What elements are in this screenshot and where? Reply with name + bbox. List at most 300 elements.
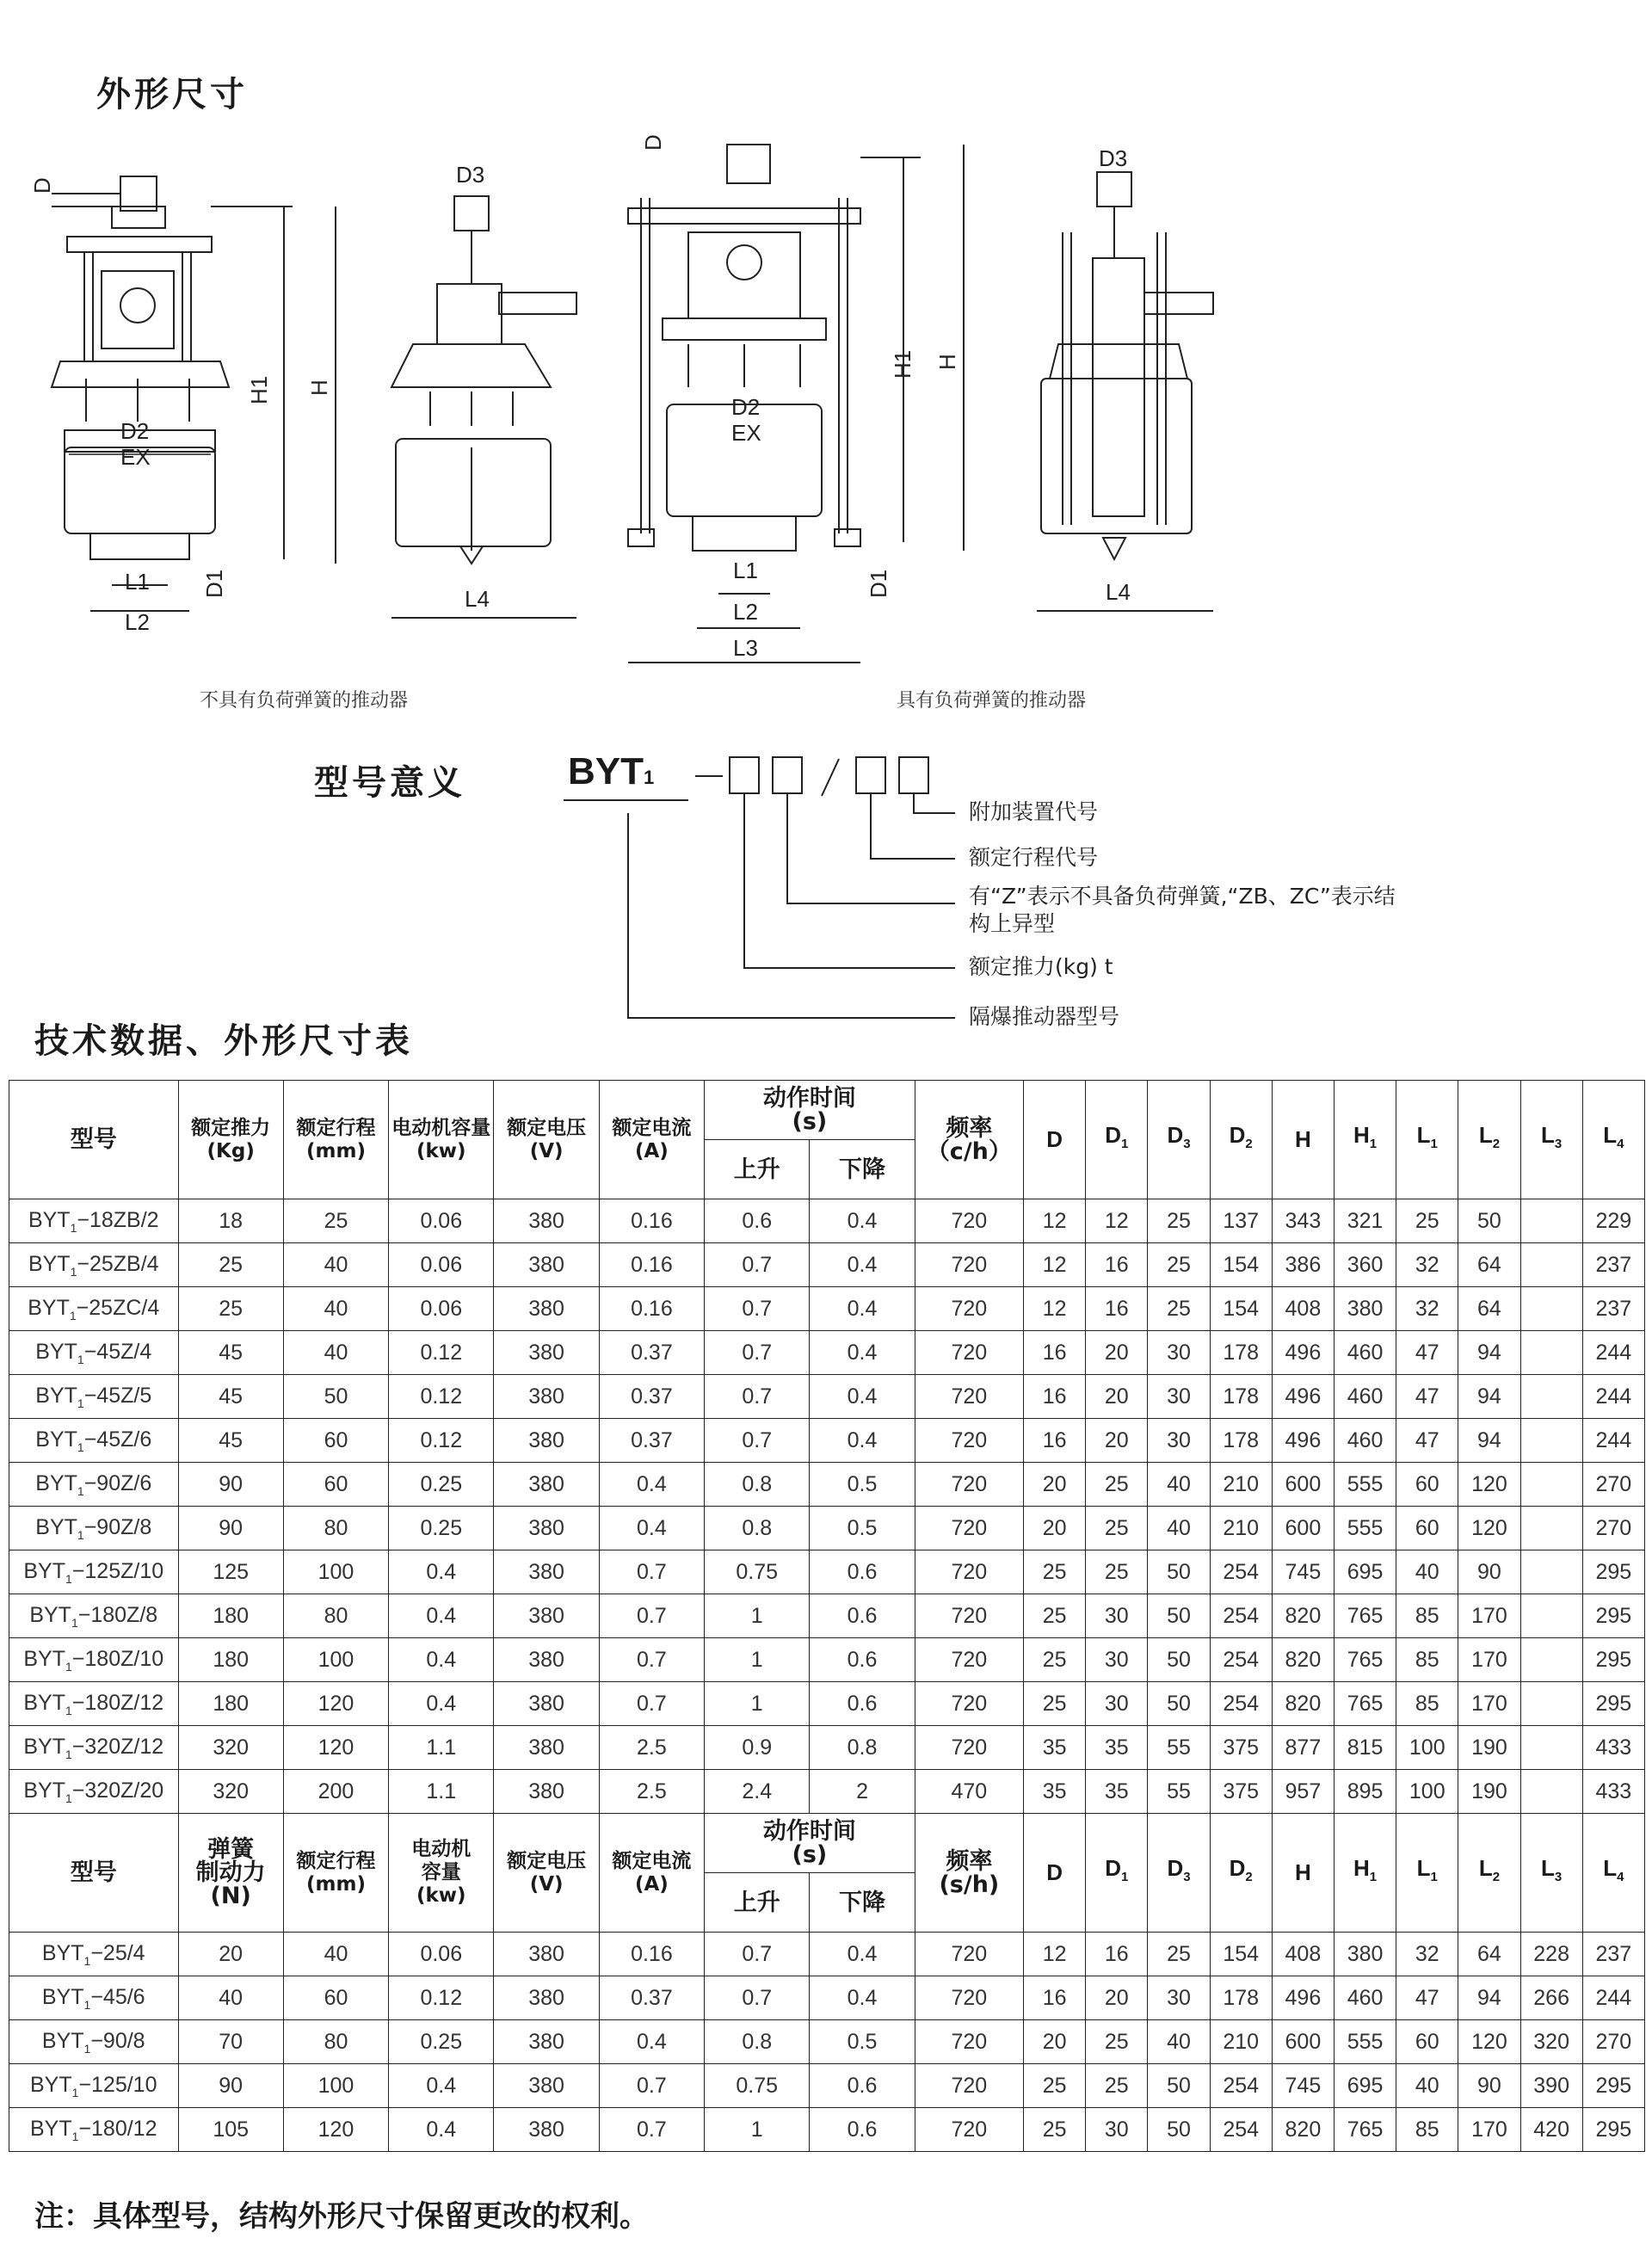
table-cell: 50 <box>283 1375 388 1419</box>
table-cell <box>1520 1375 1582 1419</box>
spec-table <box>9 1080 1645 2152</box>
table-cell <box>1520 1287 1582 1331</box>
table-cell: 16 <box>1024 1419 1086 1463</box>
table-cell: 270 <box>1582 1463 1644 1507</box>
table-cell: 720 <box>915 1726 1023 1770</box>
table-cell: 85 <box>1396 1594 1458 1638</box>
table-cell: 0.6 <box>810 2108 915 2152</box>
table-cell: 12 <box>1086 1199 1148 1243</box>
table-cell: 295 <box>1582 1682 1644 1726</box>
table-cell: 360 <box>1334 1243 1396 1287</box>
dim-label: D3 <box>1099 145 1128 171</box>
table-cell: 20 <box>1024 1507 1086 1550</box>
table-cell: 0.7 <box>705 1375 810 1419</box>
table-cell: 295 <box>1582 2108 1644 2152</box>
table-cell: 100 <box>283 1550 388 1594</box>
table-cell: 720 <box>915 2020 1023 2064</box>
table-cell: 380 <box>1334 1933 1396 1976</box>
table-cell: 380 <box>494 1638 599 1682</box>
table-cell: 555 <box>1334 2020 1396 2064</box>
table-row <box>9 1726 1645 1770</box>
table-cell: 0.06 <box>389 1243 494 1287</box>
table-cell: 0.4 <box>599 1463 704 1507</box>
col-dim: $D_1$ <box>1086 1814 1148 1933</box>
table-cell: 0.4 <box>810 1976 915 2020</box>
table-cell: 244 <box>1582 1976 1644 2020</box>
table-cell: 154 <box>1210 1243 1272 1287</box>
model-cell: $BYT_1-45Z/6$ <box>9 1419 179 1463</box>
table-cell: 25 <box>1024 1682 1086 1726</box>
col-model: 型号 <box>9 1081 179 1199</box>
table-cell: 720 <box>915 1463 1023 1507</box>
col-dim: $L_3$ <box>1520 1814 1582 1933</box>
table-cell: 460 <box>1334 1375 1396 1419</box>
col-stroke: 额定行程 (mm) <box>283 1081 388 1199</box>
table-cell: 2.5 <box>599 1726 704 1770</box>
table-cell: 25 <box>1024 2108 1086 2152</box>
table-cell: 0.12 <box>389 1419 494 1463</box>
col-voltage: 额定电压 (V) <box>494 1081 599 1199</box>
table-cell: 64 <box>1458 1933 1520 1976</box>
table-cell: 50 <box>1148 1682 1210 1726</box>
table-cell: 80 <box>283 2020 388 2064</box>
table-row <box>9 1933 1645 1976</box>
table-cell: 237 <box>1582 1933 1644 1976</box>
table-cell: 0.6 <box>810 1638 915 1682</box>
tech-table-title: 技术数据、外形尺寸表 <box>34 1021 413 1061</box>
model-cell: $BYT_1-25/4$ <box>9 1933 179 1976</box>
table-cell: 50 <box>1148 2064 1210 2108</box>
table-cell: 0.4 <box>599 1507 704 1550</box>
table-cell <box>1520 1682 1582 1726</box>
model-cell: $BYT_1-45/6$ <box>9 1976 179 2020</box>
col-current: 额定电流 (A) <box>599 1081 704 1199</box>
table-cell: 90 <box>178 1507 283 1550</box>
table-cell: 0.6 <box>810 1594 915 1638</box>
col-dim: $L_2$ <box>1458 1814 1520 1933</box>
col-dim: $D_1$ <box>1086 1081 1148 1199</box>
table-cell: 25 <box>1148 1243 1210 1287</box>
table-cell: 720 <box>915 1331 1023 1375</box>
table-cell: 380 <box>494 2108 599 2152</box>
col-thrust: 额定推力 (Kg) <box>178 1081 283 1199</box>
table-cell: 20 <box>178 1933 283 1976</box>
table-cell: 254 <box>1210 1594 1272 1638</box>
table-cell: 765 <box>1334 1682 1396 1726</box>
table-cell: 0.12 <box>389 1976 494 2020</box>
table-row <box>9 1419 1645 1463</box>
table-cell: 0.4 <box>389 2108 494 2152</box>
table-cell: 720 <box>915 1682 1023 1726</box>
table-cell: 120 <box>1458 1507 1520 1550</box>
table-cell: 40 <box>1396 2064 1458 2108</box>
table-cell: 254 <box>1210 2064 1272 2108</box>
col-motor: 电动机 容量 (kw) <box>389 1814 494 1933</box>
table-cell: 40 <box>1148 2020 1210 2064</box>
table-cell: 0.12 <box>389 1375 494 1419</box>
table-cell: 25 <box>1086 1507 1148 1550</box>
table-cell: 90 <box>1458 1550 1520 1594</box>
table-cell: 30 <box>1086 1594 1148 1638</box>
table-cell: 820 <box>1272 1638 1334 1682</box>
table-cell: 12 <box>1024 1287 1086 1331</box>
table-cell: 254 <box>1210 1682 1272 1726</box>
table-cell: 40 <box>283 1331 388 1375</box>
table-cell: 720 <box>915 1507 1023 1550</box>
table-cell: 0.6 <box>705 1199 810 1243</box>
table-cell: 0.7 <box>705 1933 810 1976</box>
table-cell: 0.16 <box>599 1243 704 1287</box>
col-dim: $D_3$ <box>1148 1814 1210 1933</box>
table-cell: 2 <box>810 1770 915 1814</box>
table-cell: 125 <box>178 1550 283 1594</box>
table-cell: 25 <box>1148 1199 1210 1243</box>
table-cell: 720 <box>915 2108 1023 2152</box>
table-cell: 0.8 <box>705 2020 810 2064</box>
table-cell: 0.16 <box>599 1287 704 1331</box>
table-cell: 433 <box>1582 1770 1644 1814</box>
col-dim: $L_4$ <box>1582 1081 1644 1199</box>
table-cell: 0.5 <box>810 1507 915 1550</box>
table-cell: 16 <box>1024 1331 1086 1375</box>
table-cell: 0.4 <box>389 1638 494 1682</box>
table-cell: 2.4 <box>705 1770 810 1814</box>
table-cell: 0.7 <box>599 1638 704 1682</box>
table-cell: 0.7 <box>599 1682 704 1726</box>
col-dim: $L_4$ <box>1582 1814 1644 1933</box>
table-cell: 0.37 <box>599 1375 704 1419</box>
table-cell: 85 <box>1396 1638 1458 1682</box>
model-cell: $BYT_1-25ZC/4$ <box>9 1287 179 1331</box>
legend-spring-code-cont: 构上异型 <box>969 911 1056 936</box>
table-cell: 320 <box>1520 2020 1582 2064</box>
table-cell: 80 <box>283 1507 388 1550</box>
table-cell: 720 <box>915 1375 1023 1419</box>
table-cell <box>1520 1770 1582 1814</box>
dim-label: L2 <box>125 609 150 635</box>
table-cell: 0.4 <box>810 1375 915 1419</box>
col-voltage: 额定电压 (V) <box>494 1814 599 1933</box>
table-cell <box>1520 1243 1582 1287</box>
table-cell <box>1520 1463 1582 1507</box>
col-dim: $L_3$ <box>1520 1081 1582 1199</box>
table-cell: 295 <box>1582 1594 1644 1638</box>
table-cell: 50 <box>1148 1550 1210 1594</box>
table-cell: 0.4 <box>389 1594 494 1638</box>
col-dim: H <box>1272 1814 1334 1933</box>
table-cell: 105 <box>178 2108 283 2152</box>
table-cell: 35 <box>1086 1770 1148 1814</box>
table-cell: 270 <box>1582 1507 1644 1550</box>
model-cell: $BYT_1-45Z/4$ <box>9 1331 179 1375</box>
table-cell: 32 <box>1396 1933 1458 1976</box>
table-cell: 20 <box>1086 1375 1148 1419</box>
table-row <box>9 1770 1645 1814</box>
table-cell: 16 <box>1024 1976 1086 2020</box>
table-cell: 40 <box>178 1976 283 2020</box>
table-cell <box>1520 1550 1582 1594</box>
col-fall: 下降 <box>810 1140 915 1199</box>
table-cell: 408 <box>1272 1933 1334 1976</box>
col-rise: 上升 <box>705 1873 810 1933</box>
dim-label: EX <box>731 420 761 446</box>
table-cell: 178 <box>1210 1375 1272 1419</box>
table-cell: 295 <box>1582 2064 1644 2108</box>
table-cell: 16 <box>1086 1933 1148 1976</box>
table-cell: 25 <box>1148 1933 1210 1976</box>
table-cell: 50 <box>1148 1638 1210 1682</box>
table-cell: 820 <box>1272 1594 1334 1638</box>
col-dim: $L_1$ <box>1396 1081 1458 1199</box>
dim-label: D <box>640 134 666 151</box>
table-cell: 120 <box>283 1726 388 1770</box>
table-cell: 320 <box>178 1726 283 1770</box>
model-cell: $BYT_1-90/8$ <box>9 2020 179 2064</box>
dim-label: D1 <box>201 569 227 598</box>
table-cell: 270 <box>1582 2020 1644 2064</box>
dim-label: H <box>306 379 332 396</box>
table-cell <box>1520 1199 1582 1243</box>
table-cell: 380 <box>494 1199 599 1243</box>
table-cell: 0.7 <box>705 1287 810 1331</box>
table-cell: 380 <box>494 1331 599 1375</box>
table-cell: 25 <box>178 1287 283 1331</box>
table-cell: 380 <box>494 1507 599 1550</box>
table-header-row <box>9 1814 1645 1873</box>
table-cell: 0.06 <box>389 1933 494 1976</box>
model-cell: $BYT_1-18ZB/2$ <box>9 1199 179 1243</box>
table-cell: 380 <box>494 1976 599 2020</box>
col-dim: $D_3$ <box>1148 1081 1210 1199</box>
table-cell: 0.37 <box>599 1976 704 2020</box>
table-row <box>9 1375 1645 1419</box>
footnote: 注：具体型号，结构外形尺寸保留更改的权利。 <box>34 2199 649 2234</box>
dim-label: D2 <box>120 418 150 444</box>
table-cell: 60 <box>283 1419 388 1463</box>
table-cell: 32 <box>1396 1243 1458 1287</box>
table-cell: 30 <box>1148 1375 1210 1419</box>
table-cell: 380 <box>494 1770 599 1814</box>
table-cell: 375 <box>1210 1726 1272 1770</box>
table-cell: 25 <box>1086 1550 1148 1594</box>
col-dim: $D_2$ <box>1210 1814 1272 1933</box>
model-cell: $BYT_1-180Z/12$ <box>9 1682 179 1726</box>
col-dim: $D_2$ <box>1210 1081 1272 1199</box>
model-cell: $BYT_1-180Z/8$ <box>9 1594 179 1638</box>
table-cell: 380 <box>494 1287 599 1331</box>
table-cell: 170 <box>1458 1594 1520 1638</box>
table-cell: 745 <box>1272 2064 1334 2108</box>
table-cell: 0.7 <box>599 1550 704 1594</box>
table-cell: 32 <box>1396 1287 1458 1331</box>
table-cell: 720 <box>915 1638 1023 1682</box>
table-cell: 25 <box>178 1243 283 1287</box>
table-cell: 1 <box>705 1682 810 1726</box>
table-cell: 50 <box>1148 2108 1210 2152</box>
dim-label: H1 <box>890 349 915 379</box>
table-cell: 25 <box>1024 1550 1086 1594</box>
table-cell: 25 <box>1024 2064 1086 2108</box>
dim-label: L4 <box>1106 579 1131 605</box>
table-cell: 0.4 <box>389 1682 494 1726</box>
table-cell: 380 <box>494 1933 599 1976</box>
table-body-no-spring <box>9 1199 1645 1814</box>
table-cell: 0.06 <box>389 1287 494 1331</box>
legend-spring-code: 有“Z”表示不具备负荷弹簧,“ZB、ZC”表示结 <box>969 884 1396 909</box>
table-cell: 12 <box>1024 1199 1086 1243</box>
caption-with-spring: 具有负荷弹簧的推动器 <box>897 690 1087 712</box>
table-cell: 16 <box>1086 1287 1148 1331</box>
col-dim: D <box>1024 1814 1086 1933</box>
table-cell: 210 <box>1210 2020 1272 2064</box>
table-cell: 600 <box>1272 1507 1334 1550</box>
table-cell: 120 <box>283 1682 388 1726</box>
table-cell: 0.4 <box>810 1199 915 1243</box>
table-cell: 47 <box>1396 1419 1458 1463</box>
table-cell: 30 <box>1148 1331 1210 1375</box>
dim-label: L1 <box>125 569 150 595</box>
dim-label: D1 <box>866 569 891 598</box>
table-cell: 254 <box>1210 2108 1272 2152</box>
table-cell: 0.7 <box>705 1976 810 2020</box>
table-cell: 555 <box>1334 1463 1396 1507</box>
table-cell: 380 <box>494 1419 599 1463</box>
table-cell: 1 <box>705 1638 810 1682</box>
table-row <box>9 2064 1645 2108</box>
table-cell: 20 <box>1024 2020 1086 2064</box>
table-header-row <box>9 1081 1645 1140</box>
table-cell: 0.37 <box>599 1419 704 1463</box>
table-cell: 40 <box>283 1243 388 1287</box>
table-cell: 0.7 <box>599 2064 704 2108</box>
table-cell: 815 <box>1334 1726 1396 1770</box>
table-cell: 47 <box>1396 1976 1458 2020</box>
table-cell: 45 <box>178 1419 283 1463</box>
col-model: 型号 <box>9 1814 179 1933</box>
table-cell: 178 <box>1210 1976 1272 2020</box>
col-current: 额定电流 (A) <box>599 1814 704 1933</box>
table-cell: 12 <box>1024 1933 1086 1976</box>
table-cell: 237 <box>1582 1287 1644 1331</box>
table-cell: 40 <box>1148 1463 1210 1507</box>
table-cell: 320 <box>178 1770 283 1814</box>
table-cell: 228 <box>1520 1933 1582 1976</box>
table-cell: 460 <box>1334 1419 1396 1463</box>
table-cell: 0.8 <box>810 1726 915 1770</box>
table-cell: 0.4 <box>599 2020 704 2064</box>
table-cell: 380 <box>494 2064 599 2108</box>
col-action-time: 动作时间 (s) <box>705 1814 915 1873</box>
table-cell: 12 <box>1024 1243 1086 1287</box>
table-cell: 496 <box>1272 1375 1334 1419</box>
table-cell: 25 <box>1086 2064 1148 2108</box>
table-cell: 120 <box>1458 2020 1520 2064</box>
model-cell: $BYT_1-45Z/5$ <box>9 1375 179 1419</box>
model-cell: $BYT_1-90Z/8$ <box>9 1507 179 1550</box>
table-cell: 266 <box>1520 1976 1582 2020</box>
table-cell: 85 <box>1396 1682 1458 1726</box>
table-cell: 120 <box>283 2108 388 2152</box>
table-cell: 20 <box>1024 1463 1086 1507</box>
table-cell: 45 <box>178 1375 283 1419</box>
table-cell: 35 <box>1024 1770 1086 1814</box>
table-cell: 25 <box>1024 1638 1086 1682</box>
model-code-prefix: BYT <box>568 750 644 792</box>
table-cell: 720 <box>915 1243 1023 1287</box>
table-cell: 154 <box>1210 1933 1272 1976</box>
table-row <box>9 1976 1645 2020</box>
model-cell: $BYT_1-180Z/10$ <box>9 1638 179 1682</box>
table-cell: 40 <box>1148 1507 1210 1550</box>
table-cell: 35 <box>1086 1726 1148 1770</box>
table-cell: 0.75 <box>705 2064 810 2108</box>
table-cell: 180 <box>178 1594 283 1638</box>
table-cell: 765 <box>1334 1594 1396 1638</box>
dim-label: L3 <box>733 635 758 661</box>
table-cell: 200 <box>283 1770 388 1814</box>
table-row <box>9 1287 1645 1331</box>
table-cell: 94 <box>1458 1331 1520 1375</box>
table-row <box>9 1199 1645 1243</box>
table-cell: 60 <box>283 1976 388 2020</box>
table-cell: 0.4 <box>810 1933 915 1976</box>
table-cell: 47 <box>1396 1331 1458 1375</box>
table-cell: 45 <box>178 1331 283 1375</box>
legend-model-type: 隔爆推动器型号 <box>969 1004 1120 1029</box>
table-cell: 90 <box>1458 2064 1520 2108</box>
table-cell: 820 <box>1272 2108 1334 2152</box>
table-cell: 178 <box>1210 1331 1272 1375</box>
table-cell: 0.25 <box>389 1463 494 1507</box>
table-cell: 154 <box>1210 1287 1272 1331</box>
table-cell: 94 <box>1458 1976 1520 2020</box>
table-cell: 1.1 <box>389 1726 494 1770</box>
table-cell: 25 <box>1396 1199 1458 1243</box>
table-cell <box>1520 1507 1582 1550</box>
table-header-2 <box>9 1814 1645 1933</box>
table-cell: 390 <box>1520 2064 1582 2108</box>
table-cell: 295 <box>1582 1550 1644 1594</box>
col-dim: $L_2$ <box>1458 1081 1520 1199</box>
table-cell: 720 <box>915 1199 1023 1243</box>
table-cell: 745 <box>1272 1550 1334 1594</box>
table-cell <box>1520 1331 1582 1375</box>
table-cell: 25 <box>1086 2020 1148 2064</box>
table-cell: 50 <box>1148 1594 1210 1638</box>
table-cell: 380 <box>494 1550 599 1594</box>
table-cell: 895 <box>1334 1770 1396 1814</box>
table-cell: 25 <box>283 1199 388 1243</box>
table-cell: 210 <box>1210 1507 1272 1550</box>
table-cell: 94 <box>1458 1419 1520 1463</box>
table-cell: 720 <box>915 1976 1023 2020</box>
table-cell: 0.6 <box>810 1682 915 1726</box>
table-cell: 180 <box>178 1638 283 1682</box>
table-row <box>9 1243 1645 1287</box>
table-cell: 137 <box>1210 1199 1272 1243</box>
table-cell: 1 <box>705 1594 810 1638</box>
table-cell: 720 <box>915 1287 1023 1331</box>
table-cell: 0.5 <box>810 2020 915 2064</box>
table-cell: 18 <box>178 1199 283 1243</box>
table-cell: 60 <box>1396 1463 1458 1507</box>
table-cell: 0.4 <box>810 1287 915 1331</box>
table-cell: 386 <box>1272 1243 1334 1287</box>
table-row <box>9 1682 1645 1726</box>
table-cell: 496 <box>1272 1419 1334 1463</box>
table-cell: 380 <box>494 1375 599 1419</box>
table-cell: 244 <box>1582 1331 1644 1375</box>
